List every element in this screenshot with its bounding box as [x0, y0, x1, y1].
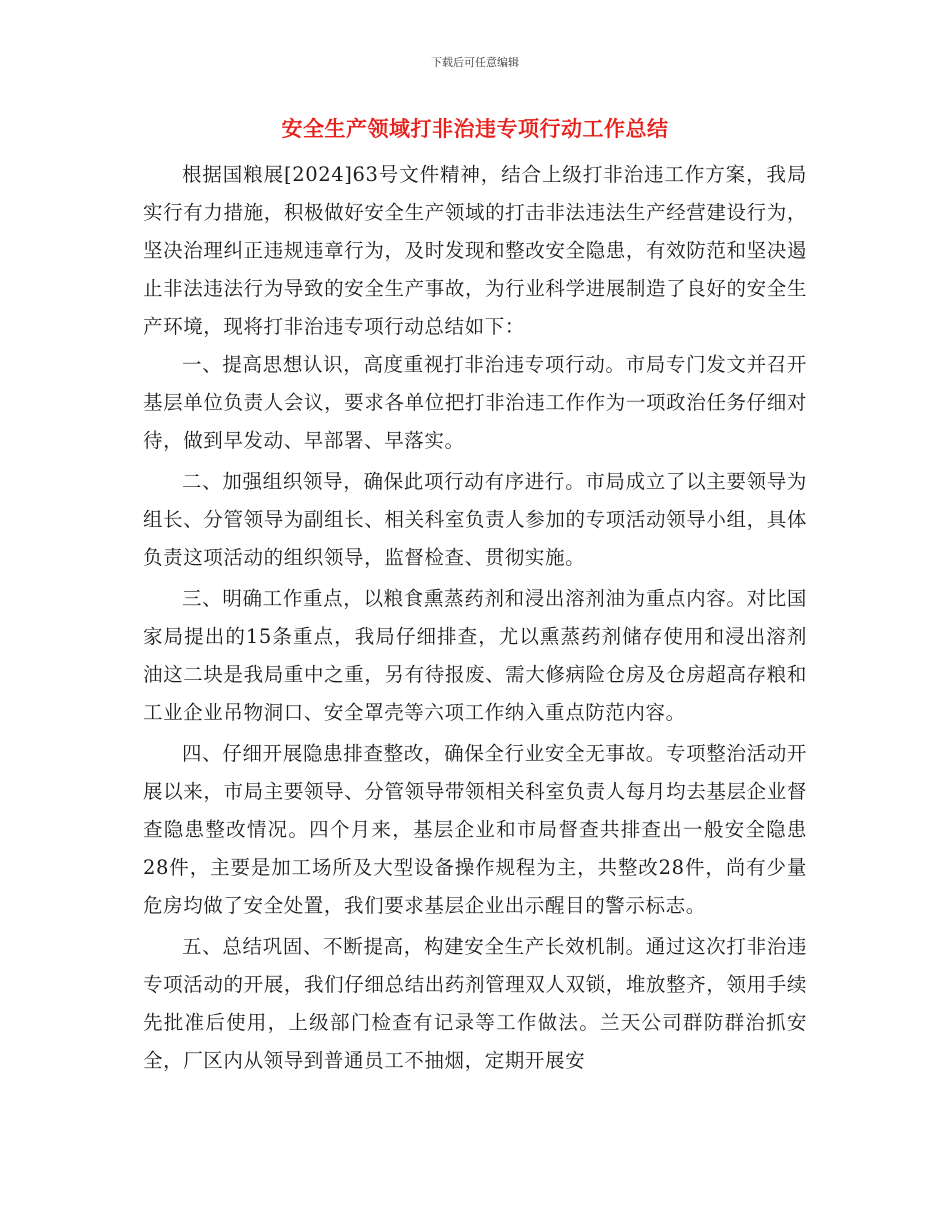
paragraph-section-5: 五、总结巩固、不断提高，构建安全生产长效机制。通过这次打非治违专项活动的开展，我们仔细总结出药剂管理双人双锁，堆放整齐，领用手续先批准后使用，上级部门检查有记录等工作做法。兰天公司群防群治抓安全，厂区内从领导到普通员工不抽烟，定期开展安 — [143, 935, 807, 1072]
paragraph-section-2: 二、加强组织领导，确保此项行动有序进行。市局成立了以主要领导为组长、分管领导为副组长、相关科室负责人参加的专项活动领导小组，具体负责这项活动的组织领导，监督检查、贯彻实施。 — [143, 470, 807, 569]
paragraph-intro: 根据国粮展[2024]63号文件精神，结合上级打非治违工作方案，我局实行有力措施，积极做好安全生产领域的打击非法违法生产经营建设行为，坚决治理纠正违规违章行为，及时发现和整改安全隐患，有效防范和坚决遏止非法违法行为导致的安全生产事故，为行业科学进展制造了良好的安全生产环境，现将打非治违专项行动总结如下： — [143, 163, 807, 338]
paragraph-section-1: 一、提高思想认识，高度重视打非治违专项行动。市局专门发文并召开基层单位负责人会议，要求各单位把打非治违工作作为一项政治任务仔细对待，做到早发动、早部署、早落实。 — [143, 353, 807, 452]
document-title: 安全生产领域打非治违专项行动工作总结 — [281, 117, 669, 141]
header-note: 下载后可任意编辑 — [431, 56, 519, 69]
document-body — [143, 156, 807, 1080]
paragraph-section-3: 三、明确工作重点，以粮食熏蒸药剂和浸出溶剂油为重点内容。对比国家局提出的15条重点，我局仔细排查，尤以熏蒸药剂储存使用和浸出溶剂油这二块是我局重中之重，另有待报废、需大修病险仓房及仓房超高存粮和工业企业吊物洞口、安全罩壳等六项工作纳入重点防范内容。 — [143, 587, 807, 724]
paragraph-section-4: 四、仔细开展隐患排查整改，确保全行业安全无事故。专项整治活动开展以来，市局主要领导、分管领导带领相关科室负责人每月均去基层企业督查隐患整改情况。四个月来，基层企业和市局督查共排查出一般安全隐患28件，主要是加工场所及大型设备操作规程为主，共整改28件，尚有少量危房均做了安全处置，我们要求基层企业出示醒目的警示标志。 — [143, 742, 807, 917]
